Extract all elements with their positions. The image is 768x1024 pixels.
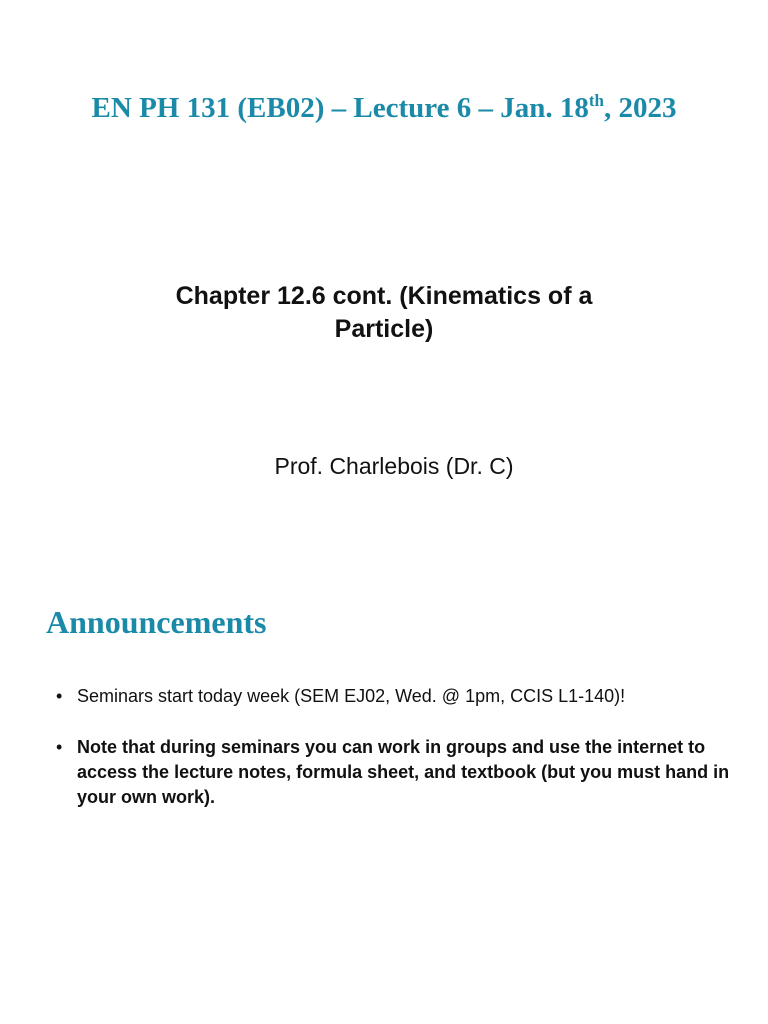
- announcement-item: [56, 735, 746, 810]
- chapter-title-line-2: Particle): [334, 315, 434, 343]
- lecture-title-suffix: , 2023: [603, 92, 677, 124]
- announcement-text: Seminars start today week (SEM EJ02, Wed. @ 1pm, CCIS L1-140)!: [77, 686, 626, 706]
- lecture-title-prefix: EN PH 131 (EB02) – Lecture 6 – Jan. 18: [91, 92, 589, 124]
- lecture-title: [0, 92, 768, 125]
- chapter-title: [84, 280, 684, 346]
- announcement-item: [56, 684, 746, 709]
- lecture-title-superscript: th: [588, 91, 604, 110]
- bullet-icon: •: [56, 686, 63, 706]
- announcements-heading: Announcements: [46, 604, 267, 640]
- chapter-title-line-1: Chapter 12.6 cont. (Kinematics of a: [175, 282, 593, 310]
- bullet-icon: •: [56, 737, 63, 757]
- professor-name: Prof. Charlebois (Dr. C): [274, 453, 514, 479]
- announcement-text: Note that during seminars you can work in groups and use the internet to access the lecture notes, formula sheet, and textbook (but you must hand in your own work).: [77, 737, 730, 807]
- announcements-list: [56, 684, 746, 810]
